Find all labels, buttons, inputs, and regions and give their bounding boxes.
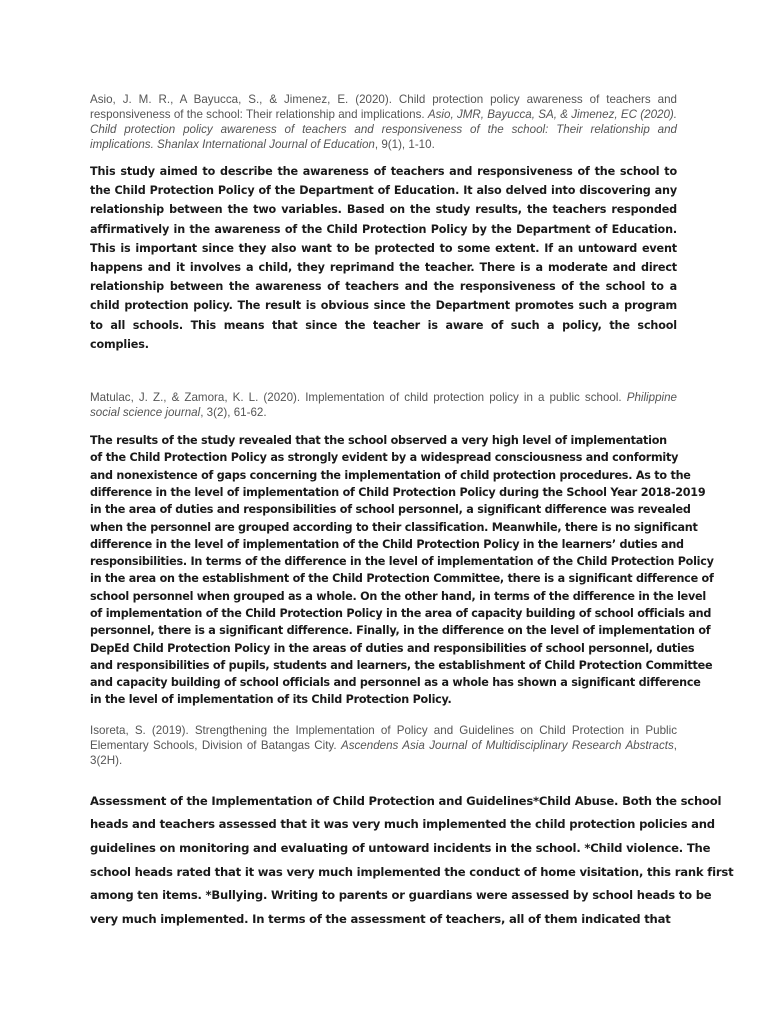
abstract-line: DepEd Child Protection Policy in the areas of duties and responsibilities of school personnel, duties (90, 641, 695, 655)
citation-text: Isoreta, S. (2019). Strengthening the Implementation of Policy and Guidelines on Child Protection in Public Elementary Schools, Division of Batangas City. (90, 723, 677, 752)
document-page (90, 92, 734, 931)
citation-italic: Philippine social science journal (90, 391, 677, 420)
abstract-line: in the area of duties and responsibilities of school personnel, a significant difference was revealed (90, 503, 691, 517)
abstract-line: personnel, there is a significant difference. Finally, in the difference on the level of implementation of (90, 624, 711, 638)
abstract-line: school heads rated that it was very much implemented the conduct of home visitation, this rank first (90, 864, 734, 879)
abstract-line: school personnel when grouped as a whole. On the other hand, in terms of the difference in the level (90, 589, 706, 603)
abstract-line: of the Child Protection Policy as strongly evident by a widespread consciousness and conformity (90, 451, 679, 465)
abstract-line: responsibilities. In terms of the difference in the level of implementation of the Child Protection Policy (90, 555, 714, 569)
abstract-line: and responsibilities of pupils, students and learners, the establishment of Child Protection Committee (90, 658, 713, 672)
citation-tail: , 3(2), 61-62. (200, 406, 267, 420)
abstract-line: and nonexistence of gaps concerning the implementation of child protection procedures. As to the (90, 468, 691, 482)
abstract-line: in the area on the establishment of the Child Protection Committee, there is a significant difference of (90, 572, 714, 586)
citation-tail: , 9(1), 1-10. (374, 138, 435, 151)
abstract-line: among ten items. *Bullying. Writing to parents or guardians were assessed by school heads to be (90, 888, 712, 903)
abstract-asio-2020: This study aimed to describe the awareness of teachers and responsiveness of the school to the Child Protection Policy of the Department of Education. It also delved into discovering any relationship between the two variables. Based on the study results, the teachers responded affirmatively in the awareness of the Child Protection Policy by the Department of Education. This is important since they also want to be protected to some extent. If an untoward event happens and it involves a child, they reprimand the teacher. There is a moderate and direct relationship between the awareness of teachers and the responsiveness of the school to a child protection policy. The result is obvious since the Department promotes such a program to all schools. This means that since the teacher is aware of such a policy, the school complies. (90, 165, 677, 351)
abstract-line: very much implemented. In terms of the assessment of teachers, all of them indicated that (90, 911, 671, 926)
citation-tail: , 3(2H). (90, 738, 677, 767)
abstract-isoreta-2019 (90, 790, 734, 932)
citation-text: Asio, J. M. R., A Bayucca, S., & Jimenez, E. (2020). Child protection policy awareness of teachers and responsiveness of the school: Their relationship and implications. (90, 93, 677, 121)
abstract-line: heads and teachers assessed that it was very much implemented the child protection policies and (90, 817, 715, 832)
abstract-line: guidelines on monitoring and evaluating of untoward incidents in the school. *Child violence. The (90, 840, 711, 855)
abstract-line: when the personnel are grouped according to their classification. Meanwhile, there is no significant (90, 520, 698, 534)
citation-isoreta-2019 (90, 723, 677, 768)
citation-matulac-2020 (90, 390, 677, 420)
citation-asio-2020 (90, 92, 677, 152)
abstract-line: difference in the level of implementation of the Child Protection Policy in the learners’ duties and (90, 537, 684, 551)
citation-text: Matulac, J. Z., & Zamora, K. L. (2020). Implementation of child protection policy in a public school. (90, 391, 627, 405)
abstract-matulac-2020 (90, 432, 714, 709)
citation-italic: Asio, JMR, Bayucca, SA, & Jimenez, EC (2020). Child protection policy awareness of teachers and responsiveness of the school: Their relationship and implications. Shanlax International Journal of Education (90, 108, 677, 151)
abstract-line: Assessment of the Implementation of Child Protection and Guidelines*Child Abuse. Both the school (90, 793, 722, 808)
abstract-line: difference in the level of implementation of Child Protection Policy during the School Year 2018-2019 (90, 485, 706, 499)
abstract-line: and capacity building of school officials and personnel as a whole has shown a significant difference (90, 676, 701, 690)
citation-italic: Ascendens Asia Journal of Multidisciplinary Research Abstracts (340, 738, 674, 752)
abstract-line: The results of the study revealed that the school observed a very high level of implementation (90, 434, 667, 448)
abstract-line: of implementation of the Child Protection Policy in the area of capacity building of school officials and (90, 607, 712, 620)
abstract-line: in the level of implementation of its Child Protection Policy. (90, 693, 452, 707)
